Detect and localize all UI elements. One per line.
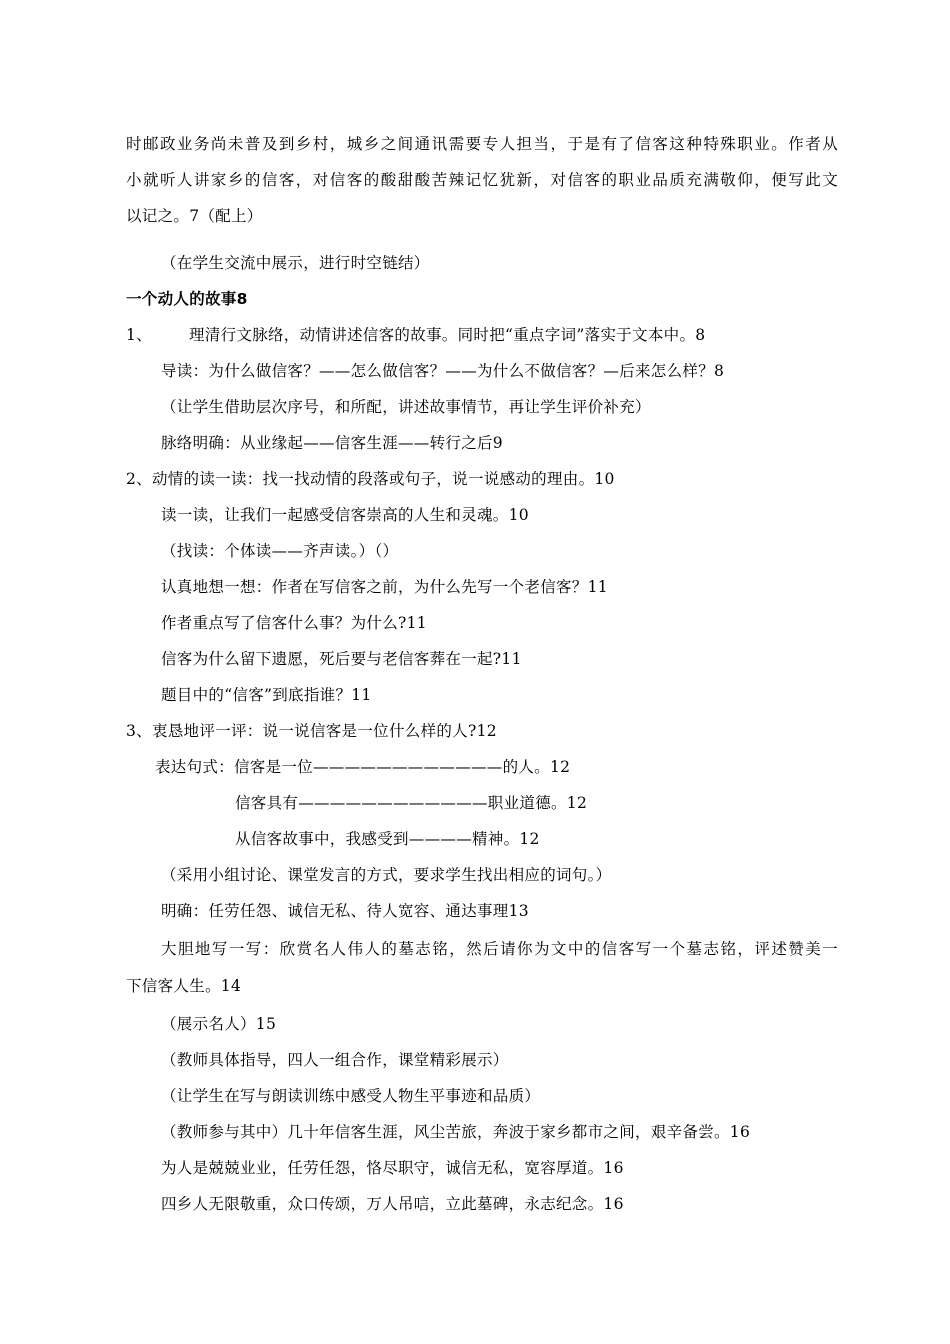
part1-number: 1、: [126, 326, 152, 344]
part3-pattern-1: 表达句式：信客是一位————————————的人。12: [155, 758, 571, 776]
part3-note: （采用小组讨论、课堂发言的方式，要求学生找出相应的词句。）: [161, 866, 612, 884]
intro-line-2: 小就听人讲家乡的信客，对信客的酸甜酸苦辣记忆犹新，对信客的职业品质充满敬仰，便写此文: [126, 171, 838, 189]
part2-note: （找读：个体读——齐声读。）（）: [161, 542, 399, 560]
part1-heading: 理清行文脉络，动情讲述信客的故事。同时把“重点字词”落实于文本中。8: [189, 326, 706, 344]
part3-epitaph-1: （教师参与其中）几十年信客生涯，风尘苦旅，奔波于家乡都市之间，艰辛备尝。16: [161, 1123, 751, 1141]
part3-write-line-1: 大胆地写一写：欣赏名人伟人的墓志铭，然后请你为文中的信客写一个墓志铭，评述赞美一: [161, 940, 838, 958]
part2-question-3: 信客为什么留下遗愿，死后要与老信客葬在一起?11: [161, 650, 522, 668]
part3-epitaph-3: 四乡人无限敬重，众口传颂，万人吊唁，立此墓碑，永志纪念。16: [161, 1195, 624, 1213]
part3-guide-note: （教师具体指导，四人一组合作，课堂精彩展示）: [161, 1051, 509, 1069]
part2-heading: 2、动情的读一读：找一找动情的段落或句子，说一说感动的理由。10: [126, 470, 615, 488]
intro-line-1: 时邮政业务尚未普及到乡村，城乡之间通讯需要专人担当，于是有了信客这种特殊职业。作者从: [126, 135, 838, 153]
part2-question-4: 题目中的“信客”到底指谁？11: [161, 686, 372, 704]
part1-clarify: 脉络明确：从业缘起——信客生涯——转行之后9: [161, 434, 503, 452]
part3-train-note: （让学生在写与朗读训练中感受人物生平事迹和品质）: [161, 1087, 541, 1105]
part3-heading: 3、衷恳地评一评：说一说信客是一位什么样的人?12: [126, 722, 497, 740]
part1-guide: 导读：为什么做信客？——怎么做信客？——为什么不做信客？—后来怎么样？8: [161, 362, 725, 380]
part3-clarify: 明确：任劳任怨、诚信无私、待人宽容、通达事理13: [161, 902, 529, 920]
intro-note: （在学生交流中展示，进行时空链结）: [161, 254, 430, 272]
part1-note: （让学生借助层次序号，和所配，讲述故事情节，再让学生评价补充）: [161, 398, 651, 416]
part3-pattern-2: 信客具有————————————职业道德。12: [235, 794, 588, 812]
intro-line-3: 以记之。7（配上）: [126, 207, 263, 225]
part3-write-line-2: 下信客人生。14: [126, 977, 242, 995]
part2-question-1: 认真地想一想：作者在写信客之前，为什么先写一个老信客？11: [161, 578, 608, 596]
part3-pattern-3: 从信客故事中，我感受到————精神。12: [235, 830, 540, 848]
part2-read: 读一读，让我们一起感受信客崇高的人生和灵魂。10: [161, 506, 529, 524]
part3-show: （展示名人）15: [161, 1015, 277, 1033]
section-title: 一个动人的故事8: [126, 290, 248, 308]
part3-epitaph-2: 为人是兢兢业业，任劳任怨，恪尽职守，诚信无私，宽容厚道。16: [161, 1159, 624, 1177]
part2-question-2: 作者重点写了信客什么事？为什么?11: [161, 614, 427, 632]
